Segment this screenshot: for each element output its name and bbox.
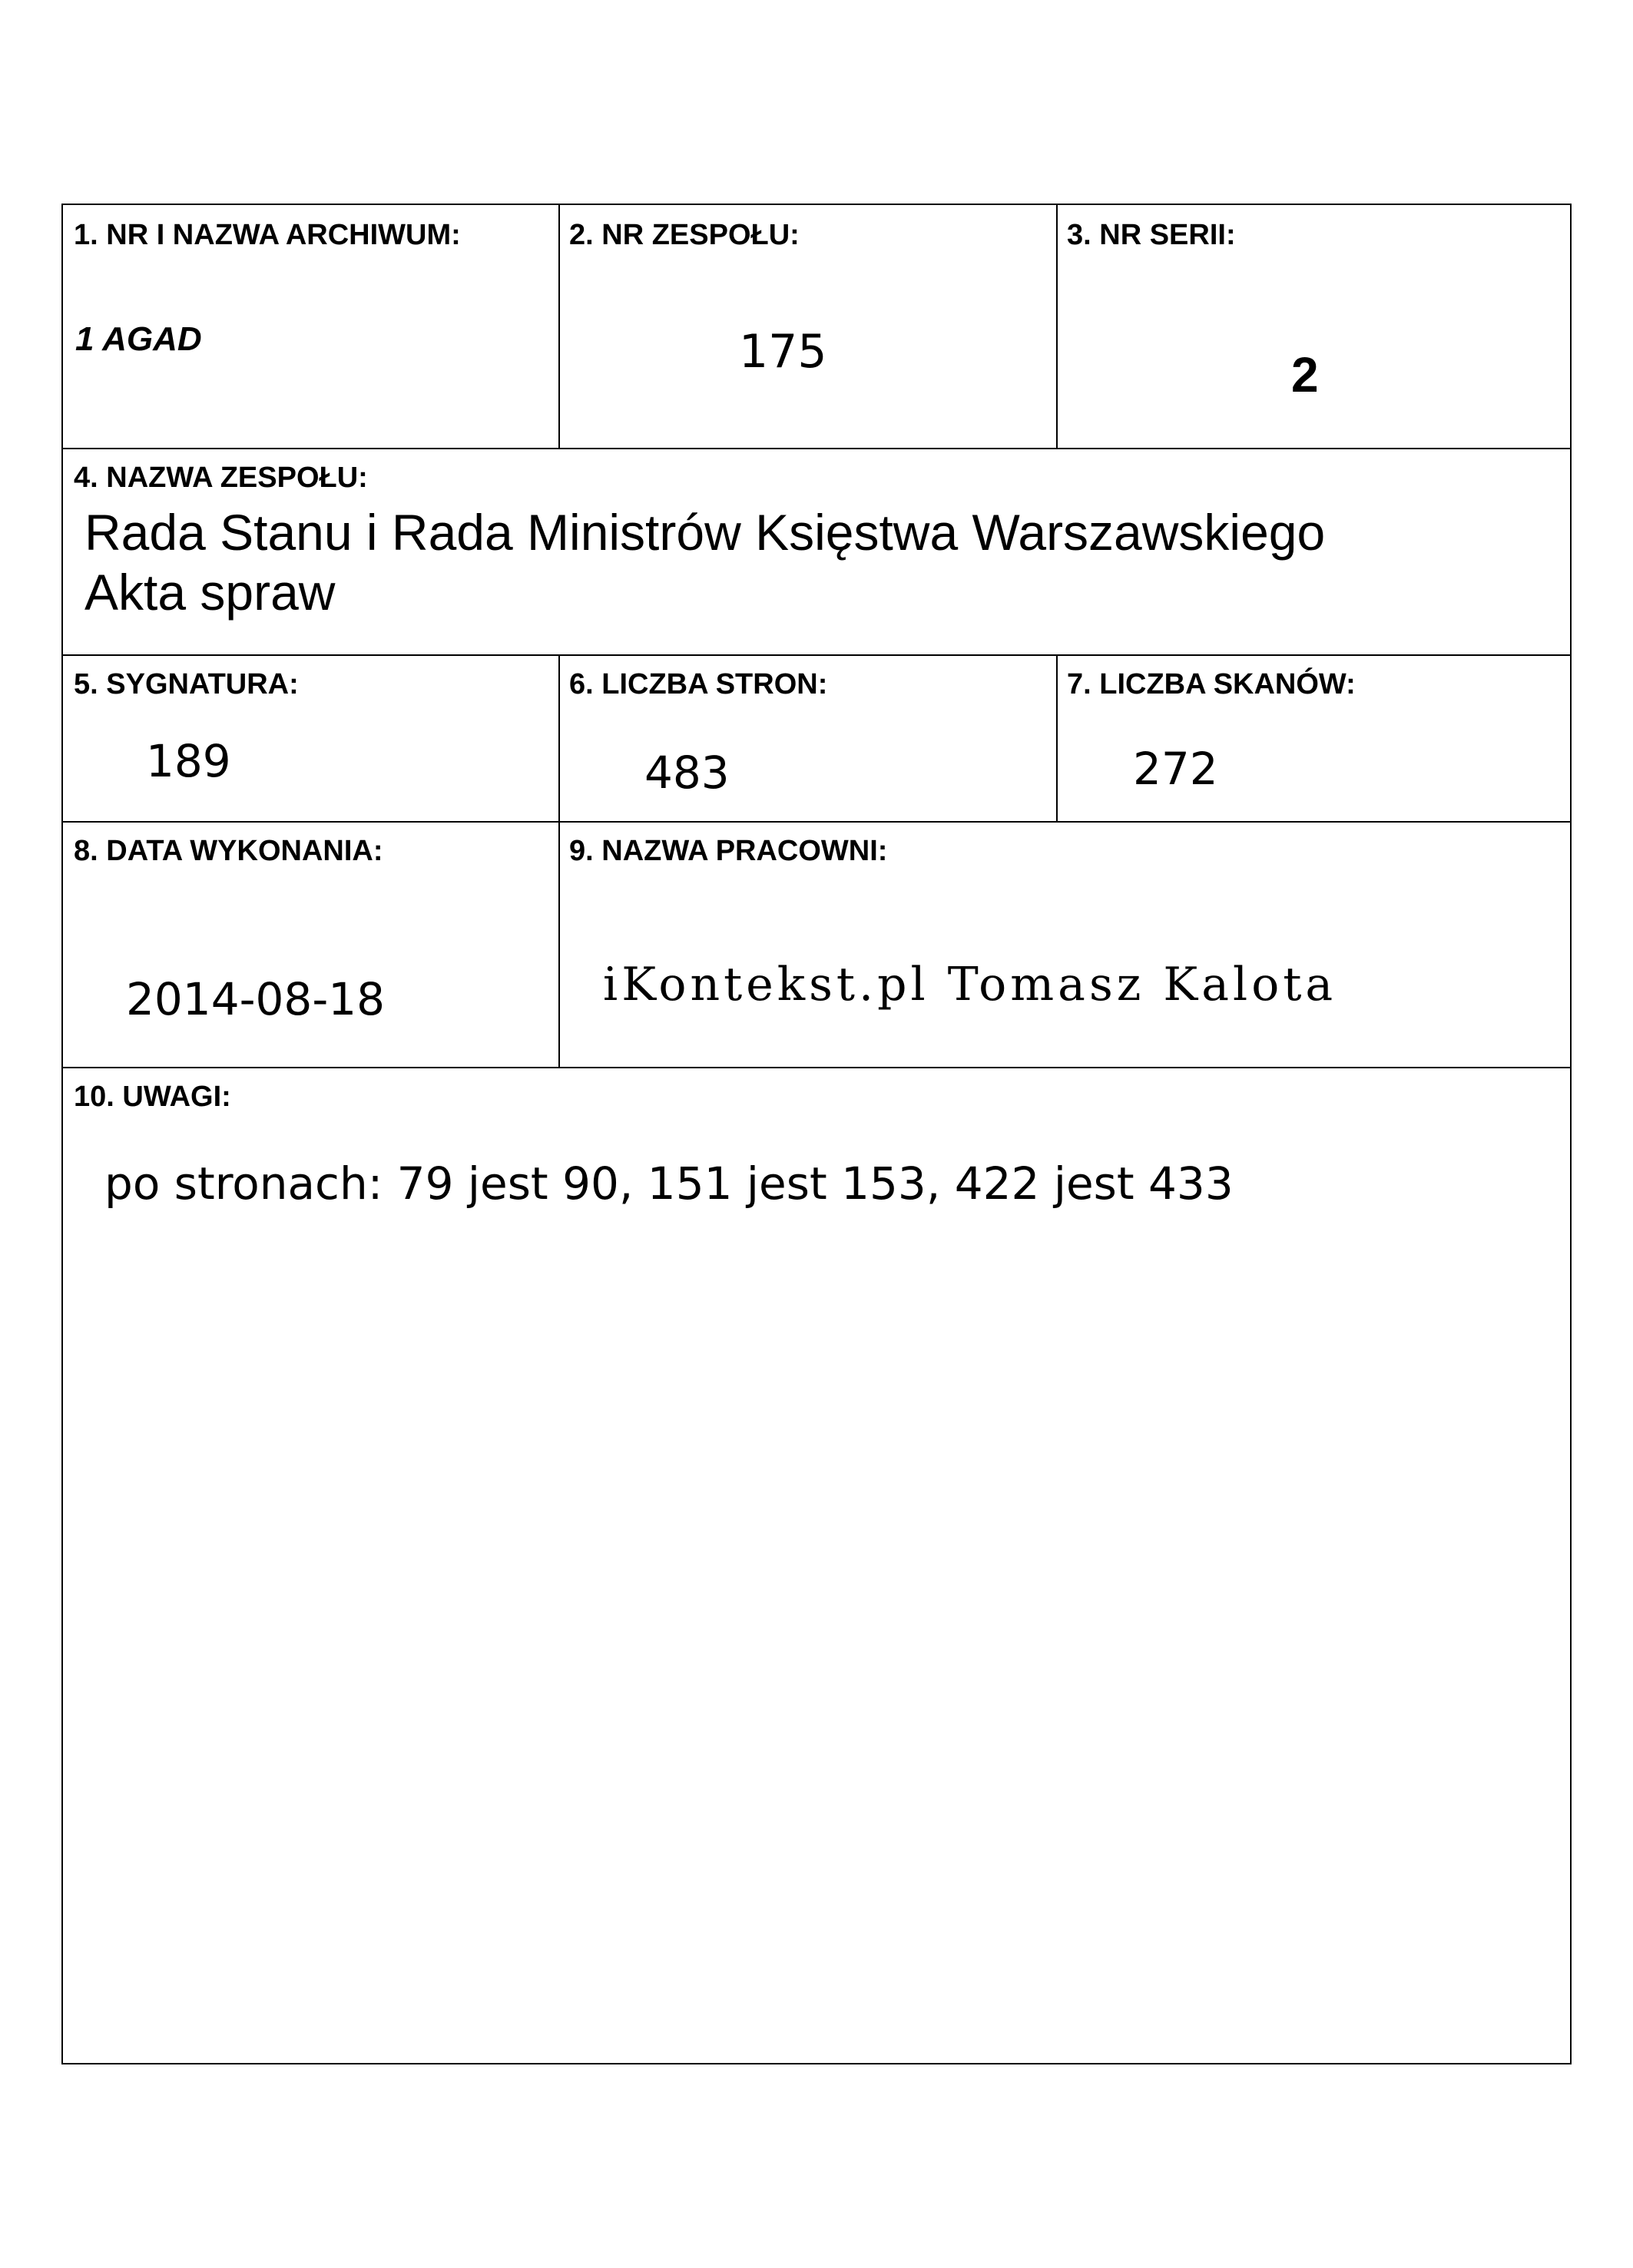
archive-value: 1 AGAD bbox=[75, 320, 202, 358]
scan-count-label: 7. LICZBA SKANÓW: bbox=[1067, 668, 1356, 700]
notes-label: 10. UWAGI: bbox=[74, 1081, 231, 1113]
signature-cell bbox=[63, 654, 558, 821]
archive-cell bbox=[63, 205, 558, 448]
page-count-label: 6. LICZBA STRON: bbox=[569, 668, 828, 700]
page-count-cell bbox=[558, 654, 1056, 821]
series-number-value: 2 bbox=[1291, 347, 1319, 402]
scan-count-cell bbox=[1056, 654, 1572, 821]
page-count-value: 483 bbox=[644, 747, 730, 799]
date-value: 2014-08-18 bbox=[126, 973, 386, 1025]
fonds-number-label: 2. NR ZESPOŁU: bbox=[569, 219, 800, 251]
metadata-form bbox=[61, 204, 1572, 2064]
signature-value: 189 bbox=[146, 735, 231, 787]
fonds-name-label: 4. NAZWA ZESPOŁU: bbox=[74, 462, 368, 494]
series-number-label: 3. NR SERII: bbox=[1067, 219, 1236, 251]
fonds-name-cell bbox=[63, 448, 1572, 654]
date-label: 8. DATA WYKONANIA: bbox=[74, 835, 383, 867]
signature-label: 5. SYGNATURA: bbox=[74, 668, 299, 700]
workshop-value: iKontekst.pl Tomasz Kalota bbox=[603, 958, 1337, 1011]
workshop-cell bbox=[558, 821, 1572, 1067]
series-number-cell bbox=[1056, 205, 1572, 448]
scan-count-value: 272 bbox=[1133, 743, 1218, 795]
fonds-number-cell bbox=[558, 205, 1056, 448]
archive-label: 1. NR I NAZWA ARCHIWUM: bbox=[74, 219, 461, 251]
fonds-name-line2: Akta spraw bbox=[84, 564, 336, 621]
notes-value: po stronach: 79 jest 90, 151 jest 153, 422 jest 433 bbox=[104, 1157, 1234, 1210]
fonds-name-line1: Rada Stanu i Rada Ministrów Księstwa Warszawskiego bbox=[84, 504, 1326, 561]
notes-cell bbox=[63, 1067, 1572, 2064]
date-cell bbox=[63, 821, 558, 1067]
fonds-number-value: 175 bbox=[739, 325, 827, 379]
workshop-label: 9. NAZWA PRACOWNI: bbox=[569, 835, 888, 867]
